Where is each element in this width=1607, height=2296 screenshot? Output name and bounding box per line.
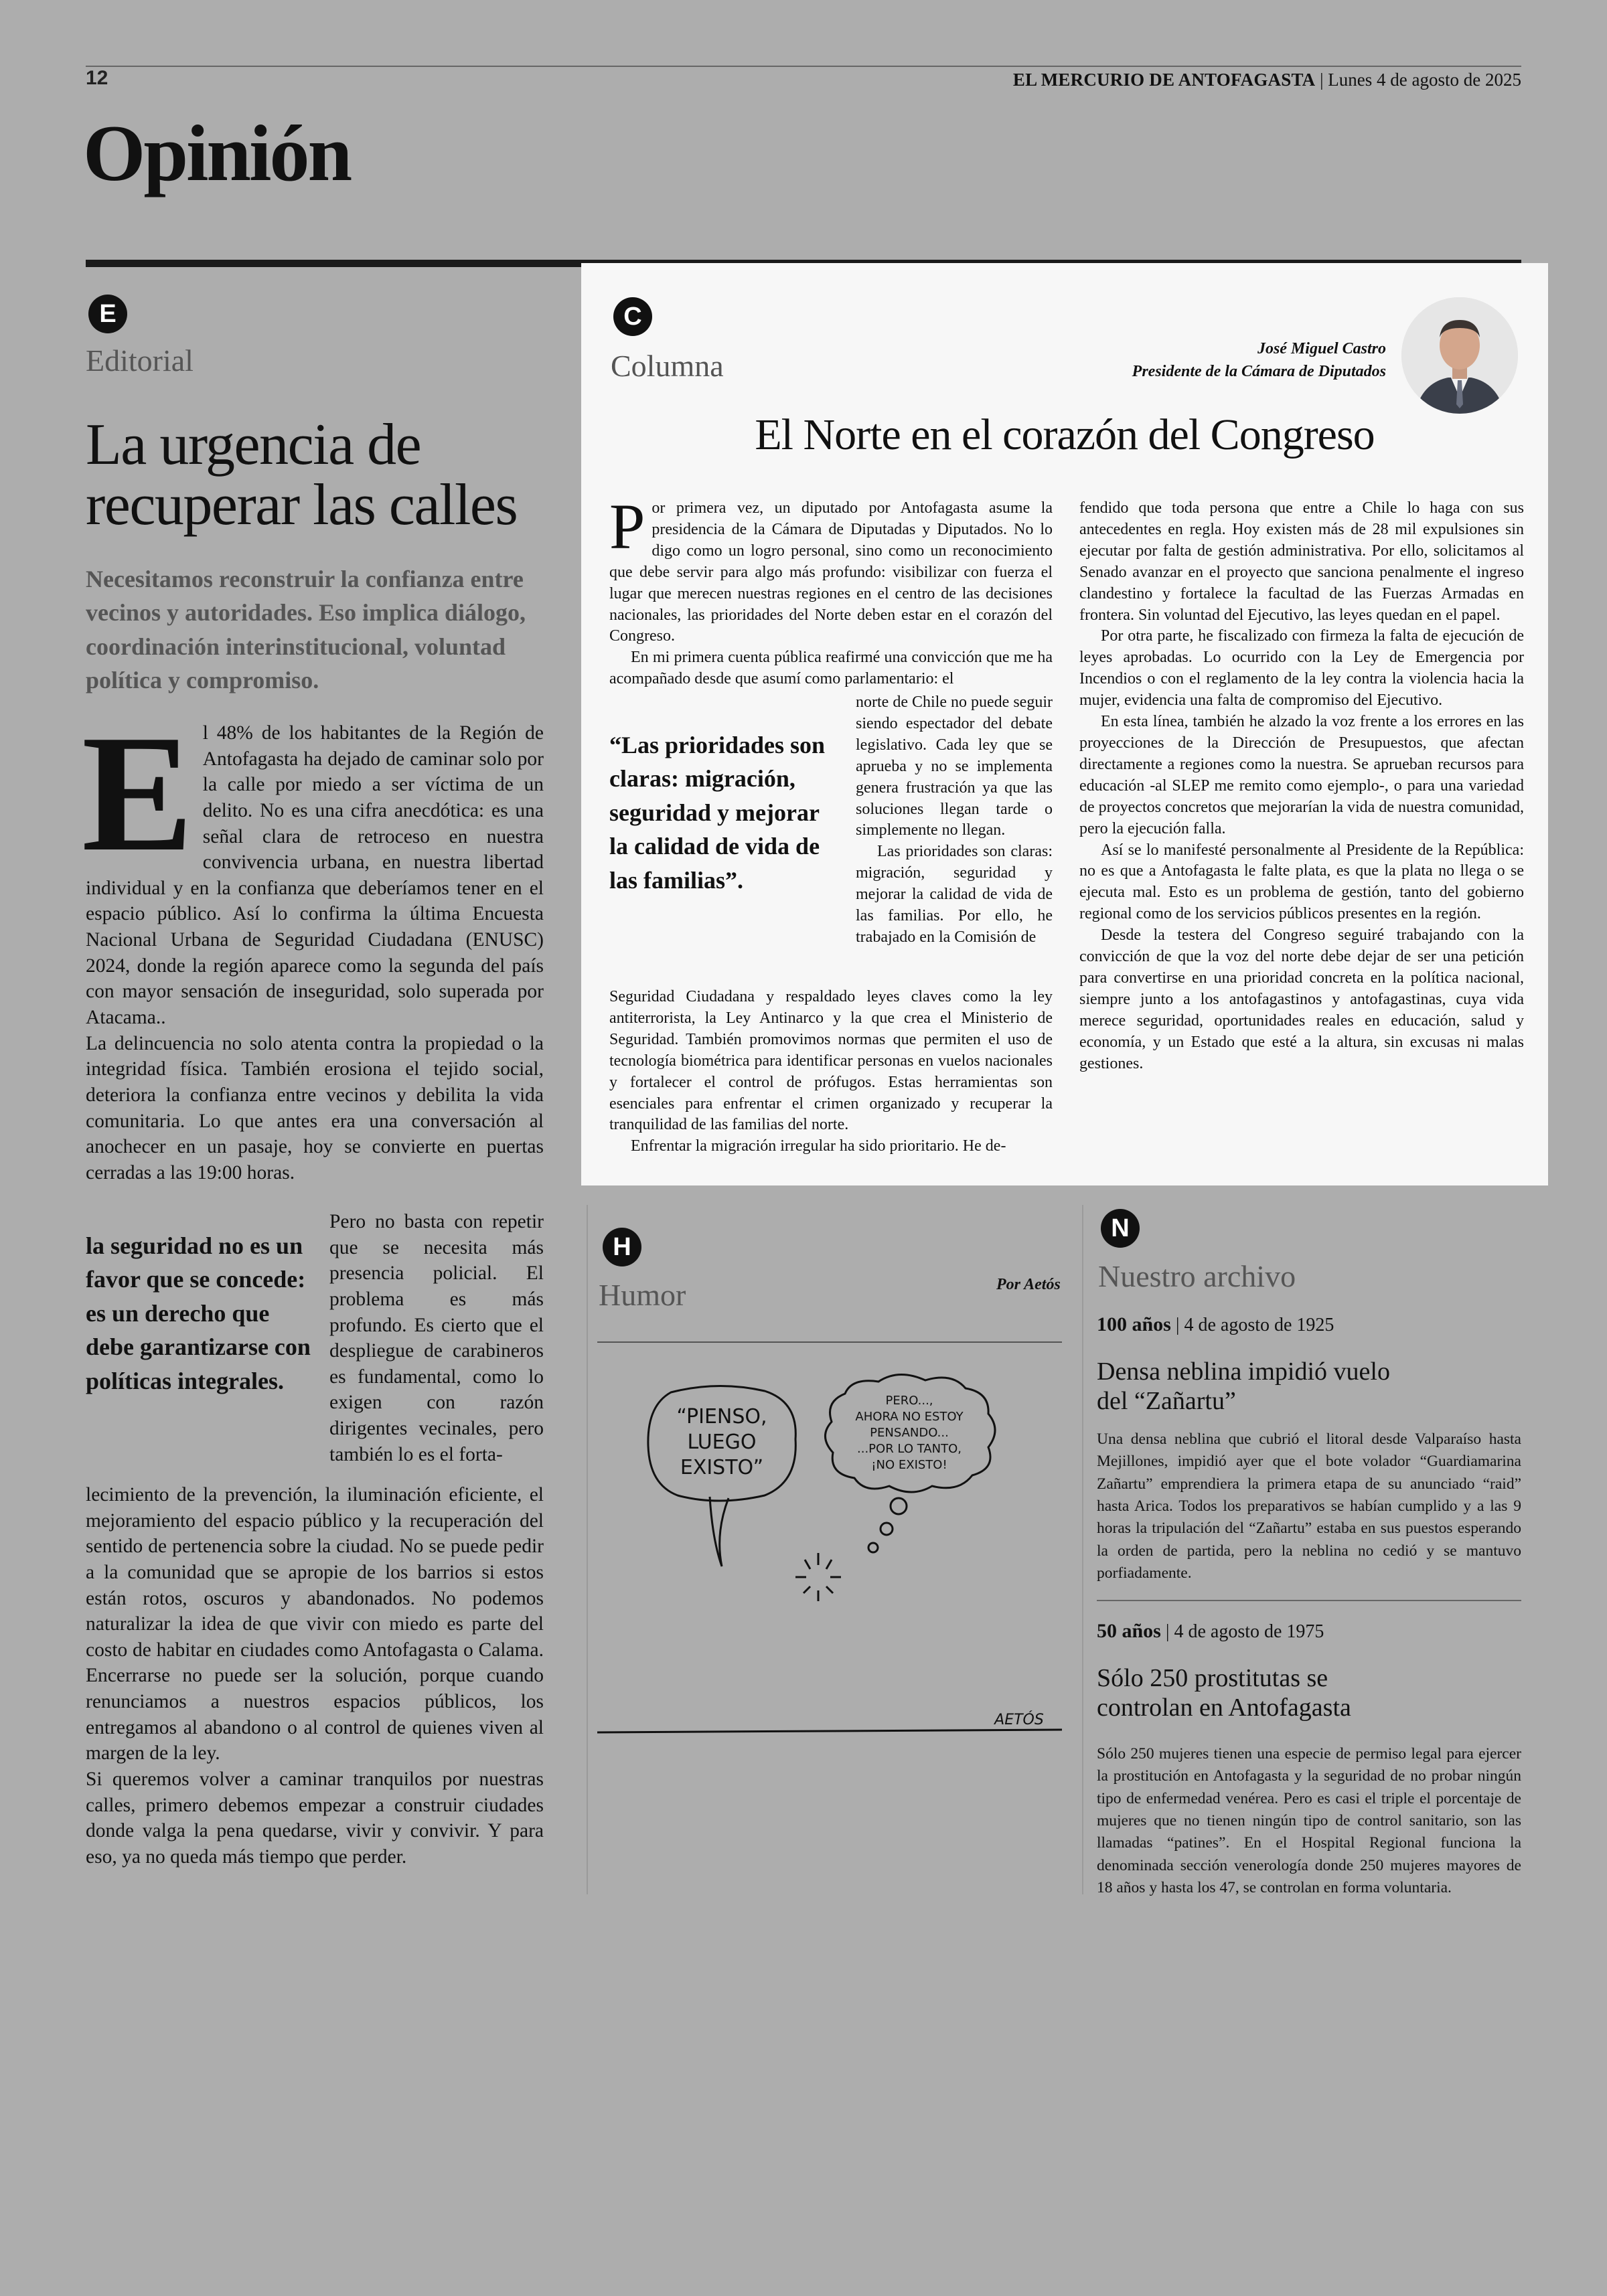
column-paragraph-5: Por otra parte, he fiscalizado con firmeza la falta de ejecución de leyes aprobadas. Lo ocurrido con la Ley de Emergencia por Incendios o con el reglamento de la ley contra la violencia hacia la mujer, evidencia una falta de compromiso del Ejecutivo. xyxy=(1079,627,1524,710)
cartoon xyxy=(597,1366,1062,1747)
archive-item-2-header xyxy=(1097,1620,1324,1643)
column-title: El Norte en el corazón del Congreso xyxy=(755,410,1375,459)
column-badge: C xyxy=(613,297,652,336)
column-body-col2 xyxy=(1079,498,1524,1074)
archive-item-2-date: 4 de agosto de 1975 xyxy=(1174,1621,1324,1642)
column-paragraph-7: Así se lo manifesté personalmente al Presidente de la República: no es que a Antofagasta le falte plata, es que la plata no llega o se ejecuta mal. Esto es un problema de gestión, tanto del gobierno regional como de los servicios públicos presentes en la región. xyxy=(1079,841,1524,923)
editorial-dropcap: E xyxy=(82,701,194,886)
column-paragraph-3b: Seguridad Ciudadana y respaldado leyes claves como la ley antiterrorista, la Ley Antinarco y la que crea el Ministerio de Seguridad. También promovimos normas que permiten el uso de tecnología biométrica para identificar personas en vuelos nacionales y fortalecer el control de prófugos. Estas herramientas son esenciales para enfrentar el crimen organizado y recuperar la tranquilidad de las familias del norte. xyxy=(609,988,1053,1134)
humor-archive-divider xyxy=(1082,1205,1083,1894)
thought-dot xyxy=(868,1543,878,1552)
archive-item-2-separator: | xyxy=(1165,1621,1174,1642)
archive-item-2-title: Sólo 250 prostitutas se controlan en Antofagasta xyxy=(1097,1664,1351,1722)
bubble-2-line-3: PENSANDO... xyxy=(870,1426,949,1440)
editorial-paragraph-1-text: l 48% de los habitantes de la Región de Antofagasta ha dejado de caminar solo por la calle por miedo a ser víctima de un delito. No es una cifra anecdótica: es una señal clara de retroceso en nuestra convivencia urbana, en nuestra libertad individual y en la confianza que deberíamos tener en el espacio público. Así lo confirma la última Encuesta Nacional Urbana de Seguridad Ciudadana (ENUSC) 2024, donde la región aparece como la segunda del país con mayor sensación de inseguridad, solo superada por Atacama.. xyxy=(86,722,544,1029)
editorial-lead: Necesitamos reconstruir la confianza entre vecinos y autoridades. Eso implica diálogo, coordinación interinstitucional, voluntad política y compromiso. xyxy=(86,566,526,694)
editorial-paragraph-3b: lecimiento de la prevención, la iluminación eficiente, el mejoramiento del espacio público y la recuperación del sentido de pertenencia sobre la ciudad. No se puede pedir a la comunidad que se apropie de los barrios si estos están rotos, oscuros y abandonados. No podemos naturalizar la idea de que vivir con miedo es parte del costo de habitar en ciudades como Antofagasta o Calama. Encerrarse no puede ser la solución, porque cuando renunciamos a nuestros espacios públicos, los entregamos al abandono o al control de quienes viven al margen de la ley. xyxy=(86,1484,544,1765)
editorial-body-top xyxy=(82,701,544,1186)
editorial-paragraph-4: Si queremos volver a caminar tranquilos por nuestras calles, primero debemos empezar a construir ciudades donde valga la pena quedarse, vivir y convivir. Y para eso, ya no queda más tiempo que perder. xyxy=(86,1769,544,1868)
section-title: Opinión xyxy=(83,108,351,197)
archive-kicker: Nuestro archivo xyxy=(1098,1259,1296,1293)
column-body-col1-top xyxy=(609,491,1053,690)
bubble-1-line-1: “PIENSO, xyxy=(676,1405,767,1428)
bubble-2-line-4: ...POR LO TANTO, xyxy=(857,1442,962,1456)
editorial-paragraph-1 xyxy=(82,701,544,1031)
archive-separator xyxy=(1097,1600,1521,1601)
humor-kicker: Humor xyxy=(599,1278,686,1312)
archive-item-1-date: 4 de agosto de 1925 xyxy=(1184,1315,1334,1335)
page-number: 12 xyxy=(86,67,108,89)
bubble-2-line-1: PERO..., xyxy=(885,1394,933,1408)
archive-item-1-header xyxy=(1097,1313,1334,1336)
editorial-badge: E xyxy=(88,295,127,333)
archive-item-2-years: 50 años xyxy=(1097,1620,1161,1642)
editorial-column-divider xyxy=(587,1205,588,1894)
column-body-col1-middle xyxy=(856,692,1053,949)
issue-date: Lunes 4 de agosto de 2025 xyxy=(1328,70,1521,90)
editorial-paragraph-2: La delincuencia no solo atenta contra la propiedad o la integridad física. También erosiona el tejido social, deteriora la confianza entre vecinos y debilita la vida comunitaria. Lo que antes era una conversación al anochecer en un pasaje, hoy se convierte en puertas cerradas a las 19:00 horas. xyxy=(86,1032,544,1183)
speech-bubble-1-tail xyxy=(710,1497,729,1566)
column-author-role: Presidente de la Cámara de Diputados xyxy=(1132,363,1386,380)
cartoon-ground-line xyxy=(597,1730,1062,1732)
humor-badge: H xyxy=(603,1228,641,1266)
editorial-kicker: Editorial xyxy=(86,343,194,378)
bubble-2-line-2: AHORA NO ESTOY xyxy=(855,1410,964,1424)
archive-item-2-body: Sólo 250 mujeres tienen una especie de permiso legal para ejercer la prostitución en Antofagasta y la seguridad de no probar ningún tipo de enfermedad venérea. Pero es casi el triple el porcentaje de mujeres que no tienen ningún tipo de control sanitario, son las llamadas “patines”. En el Hospital Regional funciona la denominada sección venerología donde 250 mujeres mayores de 18 años y hasta los 47, se controlan en forma voluntaria. xyxy=(1097,1745,1521,1897)
cartoon-signature: AETÓS xyxy=(994,1712,1044,1728)
thought-dot xyxy=(881,1523,893,1535)
archive-badge: N xyxy=(1101,1209,1140,1248)
column-paragraph-1-text: or primera vez, un diputado por Antofagasta asume la presidencia de la Cámara de Diputadas y Diputados. No lo digo como un logro personal, sino como un reconocimiento que debe servir para algo más profundo: visibilizar con fuerza el lugar que merecen nuestras regiones en el centro de las decisiones nacionales, las prioridades del Norte deben estar en el corazón del Congreso. xyxy=(609,499,1053,645)
column-paragraph-8: Desde la testera del Congreso seguiré trabajando con la convicción de que la voz del norte debe dejar de ser una petición para convertirse en una prioridad concreta en la política nacional, siempre junto a los antofagastinos y antofagastinas, cuya vida merece seguridad, oportunidades reales en educación, salud y economía, y un Estado que esté a la altura, sin excusas ni malas gestiones. xyxy=(1079,926,1524,1072)
humor-byline: Por Aetós xyxy=(996,1276,1061,1293)
column-paragraph-4: Enfrentar la migración irregular ha sido prioritario. He de- xyxy=(631,1137,1006,1155)
archive-item-1-separator: | xyxy=(1175,1315,1184,1335)
masthead-separator: | xyxy=(1320,70,1328,90)
top-rule xyxy=(86,66,1521,67)
column-paragraph-6: En esta línea, también he alzado la voz frente a los errores en las proyecciones de la Dirección de Presupuestos, que afectan directamente a regiones como la nuestra. Se aprueban recursos para educación -al SLEP me remito como ejemplo-, o para una variedad de proyectos concretos que mejorarían la vida de nuestra comunidad, pero la ejecución falla. xyxy=(1079,713,1524,837)
bubble-1-line-3: EXISTO” xyxy=(680,1456,764,1479)
thought-dot xyxy=(891,1498,907,1514)
publication-name: EL MERCURIO DE ANTOFAGASTA xyxy=(1012,70,1316,90)
vanish-burst-icon xyxy=(795,1553,841,1601)
cartoon-drawing xyxy=(597,1366,1062,1747)
column-dropcap: P xyxy=(609,491,645,562)
bubble-2-line-5: ¡NO EXISTO! xyxy=(871,1458,947,1472)
column-paragraph-4b: fendido que toda persona que entre a Chile lo haga con sus antecedentes en regla. Hoy existen más de 28 mil expulsiones sin ejecutar por falta de gestión administrativa. Por ello, solicitamos al Senado avanzar en el proyecto que sanciona penalmente el ingreso clandestino y fortalece la facultad de las Fuerzas Armadas en frontera. Sin voluntad del Ejecutivo, las leyes quedan en el papel. xyxy=(1079,499,1524,624)
bubble-1-line-2: LUEGO xyxy=(687,1430,757,1454)
editorial-paragraph-3a: Pero no basta con repetir que se necesita más presencia policial. El problema es más profundo. Es cierto que el despliegue de carabineros es fundamental, como lo exigen con razón dirigentes vecinales, pero también lo es el forta- xyxy=(329,1211,544,1465)
humor-rule xyxy=(597,1341,1062,1343)
column-author-name: José Miguel Castro xyxy=(1257,340,1386,357)
editorial-pull-quote: la seguridad no es un favor que se concede: es un derecho que debe garantizarse con políticas integrales. xyxy=(86,1232,311,1394)
column-paragraph-1 xyxy=(609,491,1053,647)
column-paragraph-2: En mi primera cuenta pública reafirmé una convicción que me ha acompañado desde que asumí como parlamentario: el xyxy=(609,649,1053,688)
archive-item-1-body: Una densa neblina que cubrió el litoral desde Valparaíso hasta Mejillones, impidió ayer que el bote volador “Guardiamarina Zañartu” emprendiera la primera etapa de su anunciado “raid” hasta Arica. Todos los preparativos se habían cumplido y a las 9 horas la tripulación del “Zañartu” estaba en sus puestos esperando la orden de partida, pero la neblina no cedió y se mantuvo porfiadamente. xyxy=(1097,1430,1521,1582)
archive-item-1-title: Densa neblina impidió vuelo del “Zañartu” xyxy=(1097,1358,1390,1415)
column-paragraph-2b: norte de Chile no puede seguir siendo espectador del debate legislativo. Cada ley que se aprueba y no se implementa genera frustración ya que las soluciones llegan tarde o simplemente no llegan. xyxy=(856,693,1053,839)
masthead xyxy=(1013,70,1521,90)
editorial-body-bottom xyxy=(86,1482,544,1870)
author-avatar xyxy=(1401,297,1518,414)
archive-item-1-years: 100 años xyxy=(1097,1313,1171,1335)
author-portrait-icon xyxy=(1401,297,1518,414)
editorial-title: La urgencia de recuperar las calles xyxy=(86,412,518,538)
column-pull-quote: “Las prioridades son claras: migración, seguridad y mejorar la calidad de vida de las familias”. xyxy=(609,732,826,894)
column-kicker: Columna xyxy=(611,349,724,383)
column-paragraph-3: Las prioridades son claras: migración, seguridad y mejorar la calidad de vida de las familias. Por ello, he trabajado en la Comisión de xyxy=(856,843,1053,946)
column-body-col1-bottom xyxy=(609,987,1053,1157)
